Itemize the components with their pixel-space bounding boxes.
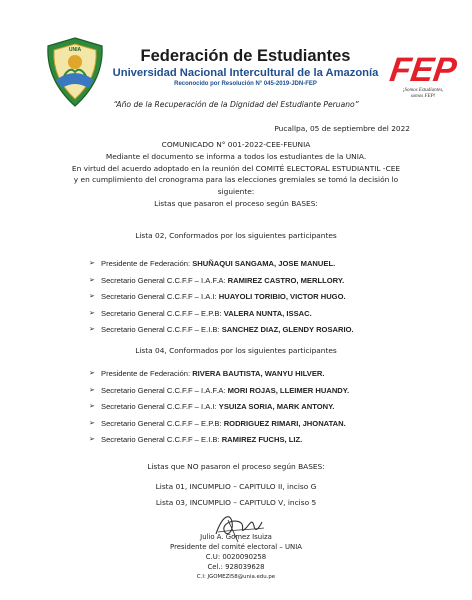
- member-name: RAMIREZ FUCHS, LIZ.: [221, 435, 303, 444]
- member-role: Secretario General C.C.F.F – E.I.B:: [101, 435, 222, 444]
- comunicado-line-4: siguiente:: [217, 187, 255, 197]
- comunicado-line-5: Listas que pasaron el proceso según BASES:: [154, 198, 318, 208]
- arrow-bullet-icon: ➢: [89, 403, 95, 410]
- list-item: [89, 322, 429, 339]
- list-item: [89, 273, 429, 290]
- member-name: HUAYOLI TORIBIO, VICTOR HUGO.: [218, 292, 346, 301]
- member-role: Secretario General C.C.F.F – I.A.F.A:: [101, 385, 228, 395]
- unia-seal-icon: [44, 36, 106, 108]
- lista04-header: Lista 04, Conformados por los siguientes participantes: [135, 346, 337, 355]
- fep-logo-text: FEP: [387, 51, 459, 89]
- resolution-text: Reconocido por Resolución N° 045-2019-JDN-FEP: [174, 81, 317, 87]
- fep-tagline-line1: ¡Somos Estudiantes,: [402, 88, 444, 93]
- arrow-bullet-icon: ➢: [89, 436, 95, 443]
- document-date: Pucallpa, 05 de septiembre del 2022: [274, 124, 410, 133]
- signer-phone: Cel.: 928039628: [207, 563, 265, 571]
- lista01-status: Lista 01, INCUMPLIO – CAPITULO II, inciso G: [155, 482, 317, 491]
- member-name: RODRIGUEZ RIMARI, JHONATAN.: [223, 418, 346, 428]
- comunicado-line-2: En virtud del acuerdo adoptado en la reunión del COMITÉ ELECTORAL ESTUDIANTIL -CEE: [71, 163, 401, 173]
- arrow-bullet-icon: ➢: [89, 309, 95, 317]
- lista02-header: Lista 02, Conformados por los siguientes participantes: [135, 231, 337, 240]
- year-motto: “Año de la Recuperación de la Dignidad del Estudiante Peruano”: [113, 100, 359, 109]
- signer-email: C.I: JGOMEZI58@unia.edu.pe: [196, 574, 276, 580]
- fep-logo: [387, 43, 459, 89]
- member-role: Secretario General C.C.F.F – E.I.B:: [101, 325, 222, 334]
- member-role: Presidente de Federación:: [101, 259, 193, 268]
- comunicado-block: [50, 139, 422, 210]
- comunicado-line-3: y en cumplimiento del cronograma para las elecciones gremiales se tomó la decisión lo: [73, 175, 399, 185]
- arrow-bullet-icon: ➢: [89, 386, 95, 394]
- list-item: [89, 383, 429, 400]
- list-item: [89, 306, 429, 323]
- signer-cu: C.U: 0020090258: [205, 553, 267, 561]
- fep-tagline-line2: somos FEP!: [410, 94, 436, 99]
- member-role: Secretario General C.C.F.F – I.A.F.A:: [101, 275, 228, 285]
- lista04-members: [89, 366, 429, 449]
- member-role: Secretario General C.C.F.F – E.P.B:: [101, 418, 224, 428]
- member-role: Secretario General C.C.F.F – E.P.B:: [101, 308, 224, 318]
- member-role: Secretario General C.C.F.F – I.A.I:: [101, 292, 219, 301]
- lista03-status: Lista 03, INCUMPLIO – CAPITULO V, inciso 5: [155, 498, 317, 507]
- arrow-bullet-icon: ➢: [89, 419, 95, 427]
- arrow-bullet-icon: ➢: [89, 370, 95, 377]
- arrow-bullet-icon: ➢: [89, 293, 95, 300]
- letterhead-text: [108, 47, 383, 89]
- list-item: [89, 416, 429, 433]
- signer-block: [0, 532, 472, 582]
- comunicado-line-1: Mediante el documento se informa a todos los estudiantes de la UNIA.: [105, 151, 367, 161]
- arrow-bullet-icon: ➢: [89, 276, 95, 284]
- list-item: [89, 432, 429, 449]
- comunicado-title: COMUNICADO N° 001-2022-CEE-FEUNIA: [161, 140, 311, 149]
- member-role: Secretario General C.C.F.F – I.A.I:: [101, 402, 219, 411]
- organization-title: Federación de Estudiantes: [140, 47, 351, 65]
- member-name: RIVERA BAUTISTA, WANYU HILVER.: [192, 369, 325, 378]
- signer-position: Presidente del comité electoral – UNIA: [170, 543, 302, 551]
- arrow-bullet-icon: ➢: [89, 260, 95, 267]
- list-item: [89, 289, 429, 306]
- lista02-members: [89, 256, 429, 339]
- university-name: Universidad Nacional Intercultural de la Amazonía: [112, 67, 379, 79]
- letterhead: [0, 0, 472, 100]
- list-item: [89, 399, 429, 416]
- member-name: SHUÑAQUI SANGAMA, JOSE MANUEL.: [192, 259, 336, 268]
- member-name: SANCHEZ DIAZ, GLENDY ROSARIO.: [221, 325, 354, 334]
- member-name: YSUIZA SORIA, MARK ANTONY.: [218, 402, 335, 411]
- seal-label: UNIA: [68, 47, 82, 53]
- member-name: RAMIREZ CASTRO, MERLLORY.: [227, 275, 345, 285]
- list-item: [89, 366, 429, 383]
- no-pasaron-header: Listas que NO pasaron el proceso según BASES:: [147, 462, 325, 471]
- fep-tagline: [391, 88, 455, 100]
- list-item: [89, 256, 429, 273]
- arrow-bullet-icon: ➢: [89, 326, 95, 333]
- member-role: Presidente de Federación:: [101, 369, 193, 378]
- member-name: VALERA NUNTA, ISSAC.: [223, 308, 312, 318]
- signer-name: Julio A. Gomez Isuiza: [200, 533, 272, 541]
- member-name: MORI ROJAS, LLEIMER HUANDY.: [227, 385, 350, 395]
